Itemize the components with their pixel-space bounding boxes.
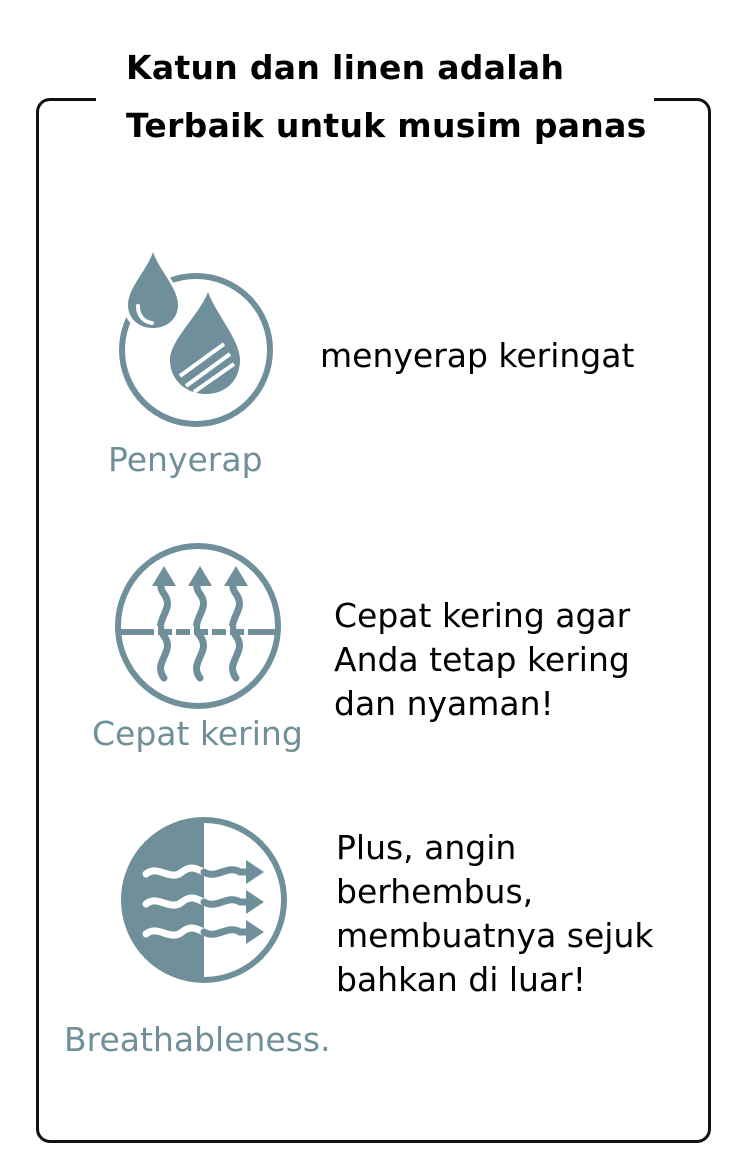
water-drops-icon bbox=[108, 248, 288, 438]
feature-description-quick-dry bbox=[334, 594, 630, 726]
title-gap bbox=[96, 90, 654, 106]
description-line: membuatnya sejuk bbox=[336, 916, 654, 955]
description-line: menyerap keringat bbox=[320, 336, 635, 375]
feature-caption-breathable: Breathableness. bbox=[64, 1020, 331, 1059]
feature-description-breathable bbox=[336, 826, 653, 1002]
title-line-2: Terbaik untuk musim panas bbox=[126, 106, 647, 145]
description-line: berhembus, bbox=[336, 872, 534, 911]
description-line: bahkan di luar! bbox=[336, 960, 586, 999]
breathable-air-flow-icon bbox=[112, 812, 288, 988]
feature-description-absorbent bbox=[320, 334, 634, 378]
description-line: Cepat kering agar bbox=[334, 596, 631, 635]
description-line: Plus, angin bbox=[336, 828, 517, 867]
feature-caption-quick-dry: Cepat kering bbox=[92, 714, 303, 753]
description-line: dan nyaman! bbox=[334, 684, 554, 723]
feature-caption-absorbent: Penyerap bbox=[108, 440, 263, 479]
quick-dry-icon bbox=[112, 538, 288, 714]
description-line: Anda tetap kering bbox=[334, 640, 630, 679]
title-line-1: Katun dan linen adalah bbox=[126, 48, 565, 87]
